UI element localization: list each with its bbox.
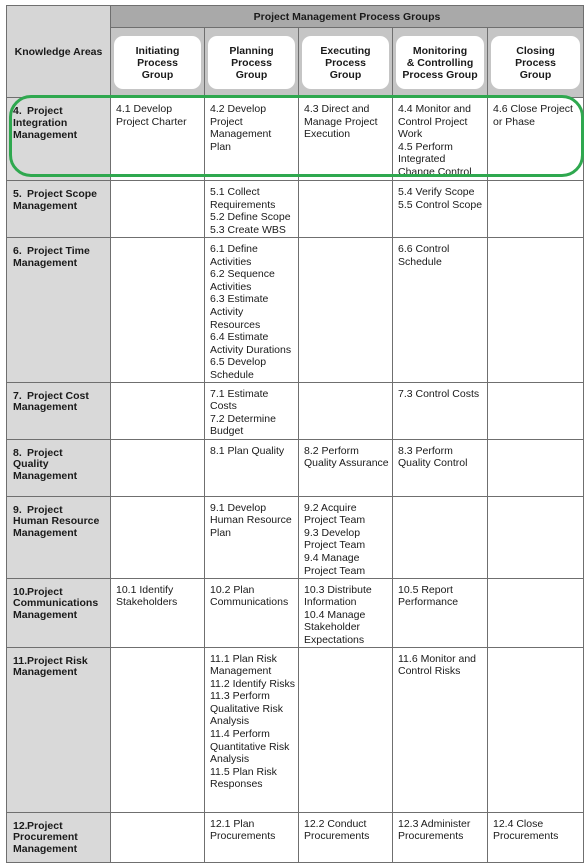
knowledge-area-number: 10. (13, 585, 28, 598)
process-cell-planning (205, 578, 299, 647)
process-item: 9.1 Develop Human Resource Plan (210, 501, 292, 539)
knowledge-area-cell (7, 238, 111, 383)
process-cell-planning (205, 98, 299, 181)
knowledge-area-number: 11. (13, 654, 28, 667)
process-matrix-table (6, 5, 584, 863)
process-item: 4.3 Direct and Manage Project Execution (304, 103, 378, 141)
knowledge-area-number: 12. (13, 819, 28, 832)
process-item: 9.4 Manage Project Team (304, 551, 366, 577)
knowledge-area-cell (7, 382, 111, 439)
process-item: 10.4 Manage Stakeholder Expectations (304, 608, 366, 646)
process-item: 4.5 Perform Integrated Change Control (398, 140, 472, 178)
process-item: 4.2 Develop Project Management Plan (210, 103, 272, 153)
process-item: 5.3 Create WBS (210, 223, 286, 236)
process-item: 5.1 Collect Requirements (210, 186, 276, 211)
process-cell-initiating (111, 578, 205, 647)
knowledge-area-row (7, 496, 584, 578)
process-cell-monitoring (393, 238, 488, 383)
process-cell-initiating (111, 439, 205, 496)
process-cell-closing (488, 647, 584, 812)
process-item: 12.4 Close Procurements (493, 817, 559, 843)
process-item: 12.1 Plan Procurements (210, 817, 276, 843)
process-cell-monitoring (393, 439, 488, 496)
process-cell-initiating (111, 98, 205, 181)
group-label: Closing Process Group (491, 36, 580, 89)
process-cell-planning (205, 647, 299, 812)
process-item: 9.2 Acquire Project Team (304, 501, 366, 527)
process-item: 11.5 Plan Risk Responses (210, 765, 277, 791)
group-header-closing (488, 28, 584, 98)
process-cell-closing (488, 496, 584, 578)
process-cell-executing (299, 647, 393, 812)
process-cell-executing (299, 238, 393, 383)
knowledge-area-row (7, 98, 584, 181)
process-cell-planning (205, 181, 299, 238)
process-cell-executing (299, 439, 393, 496)
process-item: 10.1 Identify Stakeholders (116, 583, 178, 609)
process-cell-closing (488, 98, 584, 181)
knowledge-area-name: Project Procurement Management (13, 819, 78, 856)
process-item: 11.4 Perform Quantitative Risk Analysis (210, 728, 290, 766)
group-header-monitoring (393, 28, 488, 98)
process-item: 12.2 Conduct Procurements (304, 817, 370, 843)
process-item: 11.6 Monitor and Control Risks (398, 652, 477, 678)
process-item: 4.1 Develop Project Charter (116, 103, 187, 128)
process-item: 8.3 Perform Quality Control (398, 444, 468, 470)
process-cell-initiating (111, 181, 205, 238)
process-cell-executing (299, 496, 393, 578)
process-cell-executing (299, 181, 393, 238)
process-item: 9.3 Develop Project Team (304, 526, 366, 552)
process-item: 5.2 Define Scope (210, 211, 291, 224)
knowledge-areas-header: Knowledge Areas (7, 6, 111, 98)
process-item: 10.5 Report Performance (398, 583, 459, 609)
group-label: Executing Process Group (302, 36, 389, 89)
knowledge-area-row (7, 382, 584, 439)
knowledge-area-row (7, 439, 584, 496)
process-item: 7.1 Estimate Costs (210, 387, 269, 413)
knowledge-area-name: Project Time Management (13, 245, 90, 269)
process-cell-monitoring (393, 98, 488, 181)
knowledge-area-row (7, 578, 584, 647)
process-item: 6.5 Develop Schedule (210, 356, 267, 381)
knowledge-area-name: Project Communications Management (13, 585, 99, 622)
process-cell-executing (299, 812, 393, 862)
group-header-executing (299, 28, 393, 98)
knowledge-area-row (7, 238, 584, 383)
matrix-body (7, 98, 584, 863)
process-item: 6.4 Estimate Activity Durations (210, 331, 292, 356)
process-cell-monitoring (393, 382, 488, 439)
process-item: 6.2 Sequence Activities (210, 268, 275, 293)
process-matrix (6, 5, 583, 856)
process-cell-initiating (111, 812, 205, 862)
knowledge-area-name: Project Human Resource Management (13, 503, 100, 540)
knowledge-area-number: 8. (13, 446, 22, 459)
process-cell-initiating (111, 647, 205, 812)
process-cell-executing (299, 382, 393, 439)
knowledge-area-row (7, 181, 584, 238)
process-cell-executing (299, 98, 393, 181)
process-item: 6.1 Define Activities (210, 243, 258, 268)
process-item: 6.6 Control Schedule (398, 243, 450, 268)
process-item: 10.2 Plan Communications (210, 583, 289, 609)
process-item: 7.3 Control Costs (398, 387, 480, 400)
process-cell-planning (205, 496, 299, 578)
knowledge-area-cell (7, 439, 111, 496)
process-cell-planning (205, 382, 299, 439)
process-item: 11.2 Identify Risks (210, 677, 296, 690)
process-cell-initiating (111, 382, 205, 439)
process-cell-planning (205, 439, 299, 496)
group-header-initiating (111, 28, 205, 98)
process-item: 8.1 Plan Quality (210, 444, 285, 457)
knowledge-area-number: 4. (13, 105, 22, 117)
knowledge-area-number: 9. (13, 503, 22, 516)
knowledge-area-cell (7, 647, 111, 812)
knowledge-area-cell (7, 812, 111, 862)
knowledge-area-name: Project Integration Management (13, 105, 78, 141)
process-cell-planning (205, 238, 299, 383)
process-cell-closing (488, 238, 584, 383)
process-item: 5.5 Control Scope (398, 198, 483, 211)
knowledge-area-cell (7, 578, 111, 647)
process-cell-closing (488, 181, 584, 238)
knowledge-area-row (7, 647, 584, 812)
process-item: 8.2 Perform Quality Assurance (304, 444, 389, 470)
process-item: 7.2 Determine Budget (210, 412, 276, 438)
process-item: 4.4 Monitor and Control Project Work (398, 103, 471, 141)
knowledge-area-cell (7, 496, 111, 578)
knowledge-area-name: Project Scope Management (13, 188, 98, 212)
knowledge-area-row (7, 812, 584, 862)
process-item: 11.1 Plan Risk Management (210, 652, 277, 678)
process-item: 11.3 Perform Qualitative Risk Analysis (210, 690, 283, 728)
process-item: 12.3 Administer Procurements (398, 817, 471, 843)
process-cell-closing (488, 812, 584, 862)
knowledge-area-cell (7, 98, 111, 181)
process-cell-planning (205, 812, 299, 862)
process-cell-closing (488, 439, 584, 496)
knowledge-area-number: 5. (13, 188, 22, 200)
process-item: 4.6 Close Project or Phase (493, 103, 573, 128)
process-cell-executing (299, 578, 393, 647)
process-item: 6.3 Estimate Activity Resources (210, 293, 269, 331)
process-groups-title: Project Management Process Groups (111, 6, 584, 28)
group-header-planning (205, 28, 299, 98)
group-label: Monitoring & Controlling Process Group (396, 36, 484, 89)
group-label: Planning Process Group (208, 36, 295, 89)
process-cell-closing (488, 578, 584, 647)
knowledge-area-number: 6. (13, 245, 22, 257)
process-cell-monitoring (393, 647, 488, 812)
knowledge-area-name: Project Cost Management (13, 389, 89, 414)
process-item: 10.3 Distribute Information (304, 583, 372, 609)
process-cell-initiating (111, 238, 205, 383)
process-cell-closing (488, 382, 584, 439)
knowledge-area-name: Project Risk Management (13, 654, 88, 679)
process-cell-monitoring (393, 496, 488, 578)
process-cell-monitoring (393, 578, 488, 647)
knowledge-area-number: 7. (13, 389, 22, 402)
group-label: Initiating Process Group (114, 36, 201, 89)
process-cell-initiating (111, 496, 205, 578)
knowledge-area-cell (7, 181, 111, 238)
process-item: 5.4 Verify Scope (398, 186, 475, 198)
knowledge-area-name: Project Quality Management (13, 446, 78, 483)
process-cell-monitoring (393, 812, 488, 862)
process-cell-monitoring (393, 181, 488, 238)
